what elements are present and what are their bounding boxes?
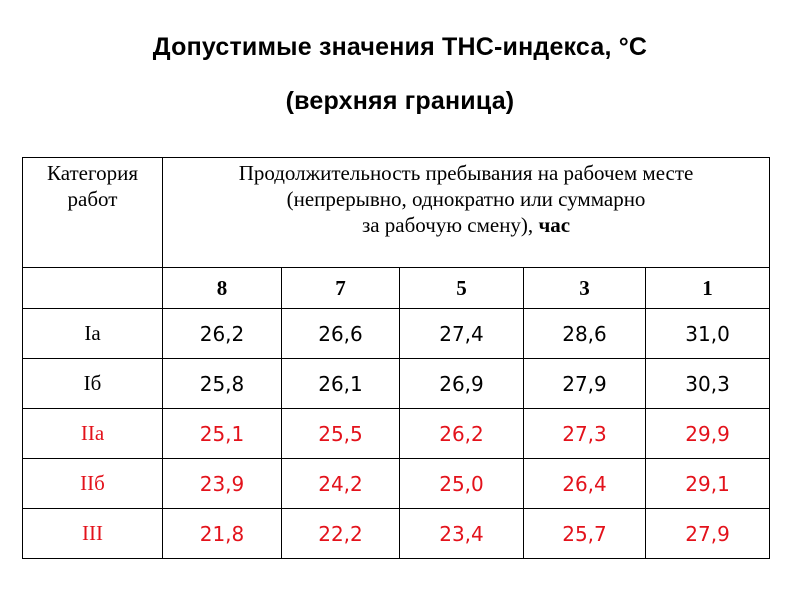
hours-cell: 7	[282, 268, 400, 309]
value-cell: 30,3	[646, 359, 770, 409]
header-duration-line3: за рабочую смену),	[361, 213, 539, 237]
header-duration-line: (непрерывно, однократно или суммарно	[286, 187, 646, 211]
value-cell: 22,2	[282, 509, 400, 559]
table-header-row	[23, 158, 770, 268]
value-cell: 27,3	[524, 409, 646, 459]
header-category-line: Категория	[47, 161, 138, 185]
category-cell: IIб	[23, 459, 163, 509]
category-cell: III	[23, 509, 163, 559]
hours-cell: 5	[400, 268, 524, 309]
value-cell: 23,4	[400, 509, 524, 559]
value-cell: 26,2	[400, 409, 524, 459]
value-cell: 31,0	[646, 309, 770, 359]
hours-empty-cell	[23, 268, 163, 309]
table-row	[23, 309, 770, 359]
header-duration-line: Продолжительность пребывания на рабочем месте	[238, 161, 694, 185]
header-category-line: работ	[67, 187, 118, 211]
header-duration-unit: час	[538, 213, 571, 237]
value-cell: 25,5	[282, 409, 400, 459]
value-cell: 23,9	[163, 459, 282, 509]
page-subtitle: (верхняя граница)	[285, 87, 515, 115]
header-duration	[163, 158, 770, 268]
value-cell: 25,1	[163, 409, 282, 459]
category-cell: IIa	[23, 409, 163, 459]
category-cell: Ia	[23, 309, 163, 359]
hours-cell: 3	[524, 268, 646, 309]
value-cell: 25,7	[524, 509, 646, 559]
page-title: Допустимые значения ТНС-индекса, °С	[152, 33, 648, 61]
value-cell: 29,1	[646, 459, 770, 509]
category-cell: Iб	[23, 359, 163, 409]
value-cell: 26,9	[400, 359, 524, 409]
value-cell: 26,6	[282, 309, 400, 359]
header-category	[23, 158, 163, 268]
value-cell: 28,6	[524, 309, 646, 359]
table-row	[23, 509, 770, 559]
value-cell: 21,8	[163, 509, 282, 559]
table-row	[23, 409, 770, 459]
header-duration-line	[163, 212, 769, 238]
value-cell: 24,2	[282, 459, 400, 509]
value-cell: 29,9	[646, 409, 770, 459]
value-cell: 25,0	[400, 459, 524, 509]
value-cell: 27,9	[646, 509, 770, 559]
value-cell: 27,9	[524, 359, 646, 409]
value-cell: 25,8	[163, 359, 282, 409]
value-cell: 26,2	[163, 309, 282, 359]
value-cell: 26,4	[524, 459, 646, 509]
table-row	[23, 459, 770, 509]
hours-row	[23, 268, 770, 309]
hours-cell: 1	[646, 268, 770, 309]
tns-index-table	[22, 157, 770, 559]
value-cell: 27,4	[400, 309, 524, 359]
table-row	[23, 359, 770, 409]
value-cell: 26,1	[282, 359, 400, 409]
hours-cell: 8	[163, 268, 282, 309]
